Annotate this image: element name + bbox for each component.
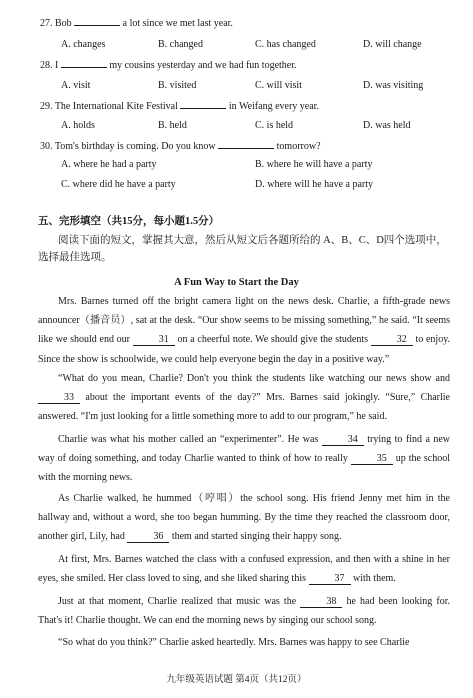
blank-34: 34 bbox=[322, 434, 364, 446]
option-27-b: B. changed bbox=[158, 39, 203, 50]
option-30-b: B. where he will have a party bbox=[255, 159, 373, 170]
blank-38: 38 bbox=[300, 596, 342, 608]
question-29 bbox=[40, 99, 319, 113]
option-30-a: A. where he had a party bbox=[61, 159, 157, 170]
option-27-a: A. changes bbox=[61, 39, 106, 50]
option-28-b: B. visited bbox=[158, 80, 197, 91]
question-28 bbox=[40, 58, 297, 72]
answer-blank bbox=[180, 99, 226, 109]
answer-blank bbox=[61, 58, 107, 68]
blank-32: 32 bbox=[371, 334, 413, 346]
question-stem-post: in Weifang every year. bbox=[228, 101, 319, 112]
blank-35: 35 bbox=[351, 453, 393, 465]
option-29-c: C. is held bbox=[255, 120, 294, 131]
question-stem-pre: Tom's birthday is coming. Do you know bbox=[54, 141, 216, 152]
option-30-c: C. where did he have a party bbox=[61, 179, 176, 190]
question-30 bbox=[40, 139, 321, 153]
question-number: 30. bbox=[40, 141, 53, 152]
blank-31: 31 bbox=[133, 334, 175, 346]
answer-blank bbox=[74, 16, 120, 26]
answer-blank bbox=[218, 139, 274, 149]
page-footer: 九年级英语试题 第4页（共12页） bbox=[166, 675, 307, 685]
question-stem-post: my cousins yesterday and we had fun together. bbox=[109, 60, 297, 71]
passage-paragraph-2: “What do you mean, Charlie? Don't you think the students like watching our news show and 33 about the important events of the day?” Mrs. Barnes said jokingly. “Sure,” Charlie answered. “I'm just looking for a little something more to add to our program,” he said. bbox=[38, 373, 450, 423]
option-30-d: D. where will he have a party bbox=[255, 179, 374, 190]
option-29-b: B. held bbox=[158, 120, 187, 131]
passage-paragraph-5: At first, Mrs. Barnes watched the class with a confused expression, and then with a shine in her eyes, she smiled. Her class loved to sing, and she liked sharing this 37 with them. bbox=[38, 554, 450, 585]
question-27 bbox=[40, 16, 233, 30]
option-29-d: D. was held bbox=[363, 120, 411, 131]
blank-36: 36 bbox=[127, 531, 169, 543]
option-27-c: C. has changed bbox=[255, 39, 316, 50]
passage-paragraph-6: Just at that moment, Charlie realized that music was the 38 he had been looking for. That's it! Charlie thought. We can end the morning news by singing our school song. bbox=[38, 596, 451, 627]
passage-paragraph-7: “So what do you think?” Charlie asked heartedly. Mrs. Barnes was happy to see Charlie bbox=[58, 637, 410, 648]
question-stem-pre: Bob bbox=[55, 18, 72, 29]
passage-paragraph-4: As Charlie walked, he hummed（哼唱）the school song. His friend Jenny met him in the hallway and, without a word, she too began humming. By the time they reached the classroom door, another girl, Lily, had 36 them and started singing their happy song. bbox=[38, 493, 450, 543]
question-number: 29. bbox=[40, 101, 53, 112]
section-instructions: 阅读下面的短文，掌握其大意，然后从短文后各题所给的 A、B、C、D四个选项中，选择最佳选项。 bbox=[38, 235, 447, 263]
section-title: 五、完形填空（共15分，每小题1.5分） bbox=[38, 216, 220, 227]
passage-paragraph-1: Mrs. Barnes turned off the bright camera light on the news desk. Charlie, a fifth-grade news announcer（播音员）, sat at the desk. “Our show seems to be missing something,” he said. “It seems like we should end our 31 on a cheerful note. We should give the students 32 to enjoy. Since the show is schoolwide, we could help everyone begin the day in a positive way.” bbox=[38, 296, 451, 365]
question-number: 28. bbox=[40, 60, 53, 71]
passage-title: A Fun Way to Start the Day bbox=[174, 277, 299, 288]
option-28-a: A. visit bbox=[61, 80, 91, 91]
option-28-c: C. will visit bbox=[255, 80, 302, 91]
blank-33: 33 bbox=[38, 392, 80, 404]
option-28-d: D. was visiting bbox=[363, 80, 424, 91]
passage-paragraph-3: Charlie was what his mother called an “experimenter”. He was 34 trying to find a new way of doing something, and today Charlie wanted to think of how to really 35 up the school with the morning news. bbox=[38, 434, 451, 484]
question-stem-post: a lot since we met last year. bbox=[122, 18, 233, 29]
blank-37: 37 bbox=[309, 573, 351, 585]
question-stem-post: tomorrow? bbox=[276, 141, 321, 152]
option-29-a: A. holds bbox=[61, 120, 95, 131]
question-number: 27. bbox=[40, 18, 53, 29]
option-27-d: D. will change bbox=[363, 39, 422, 50]
question-stem-pre: The International Kite Festival bbox=[54, 101, 178, 112]
question-stem-pre: I bbox=[55, 60, 59, 71]
